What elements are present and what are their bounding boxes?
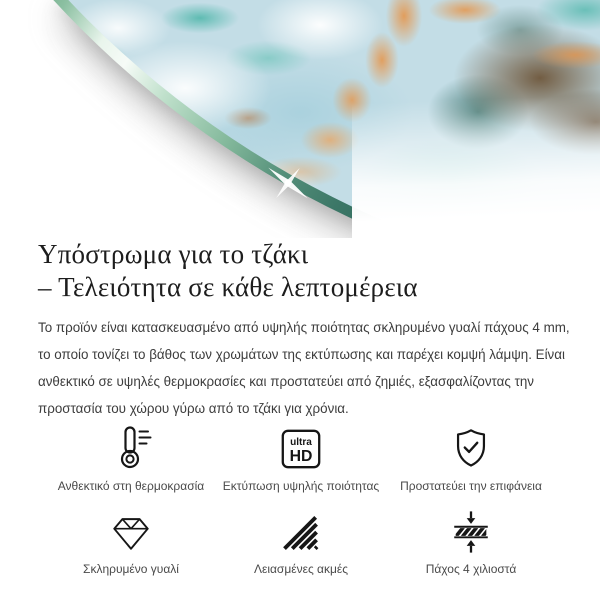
features-grid [46,424,556,576]
feature-label: Ανθεκτικό στη θερμοκρασία [57,479,205,493]
svg-text:ultra: ultra [290,437,312,449]
feature-label: Προστατεύει την επιφάνεια [400,479,542,493]
feature-surface-protection [386,424,556,493]
shield-check-icon [448,424,494,472]
content-block [0,238,600,576]
diamond-icon [108,507,154,555]
ultra-hd-icon [278,424,324,472]
svg-text:HD: HD [289,447,313,465]
thickness-icon [448,507,494,555]
feature-temperature [46,424,216,493]
feature-label: Λειασμένες ακμές [253,562,349,576]
product-hero-image [0,0,600,238]
feature-tempered-glass [46,507,216,576]
feature-polished-edges [216,507,386,576]
feature-thickness [386,507,556,576]
polished-edges-icon [279,507,323,555]
feature-label: Σκληρυμένο γυαλί [83,562,179,576]
feature-label: Εκτύπωση υψηλής ποιότητας [222,479,380,493]
page-title [38,238,572,304]
feature-print-quality [216,424,386,493]
page-title-line-1: Υπόστρωμα για το τζάκι [38,239,309,269]
intro-text: Το προϊόν είναι κατασκευασμένο από υψηλής ποιότητας σκληρυμένο γυαλί πάχους 4 mm, το οποίο τονίζει το βάθος των χρωμάτων της εκτύπωσης και παρέχει κομψή λάμψη. Είναι ανθεκτικό σε υψηλές θερμοκρασίες και προστατεύει από ζημιές, εξασφαλίζοντας την προστασία του χώρου γύρω από το τζάκι για χρόνια. [38,320,570,416]
thermometer-icon [107,424,155,472]
glass-panel [0,0,600,238]
feature-label: Πάχος 4 χιλιοστά [425,562,517,576]
page-title-line-2: – Τελειότητα σε κάθε λεπτομέρεια [38,272,418,302]
